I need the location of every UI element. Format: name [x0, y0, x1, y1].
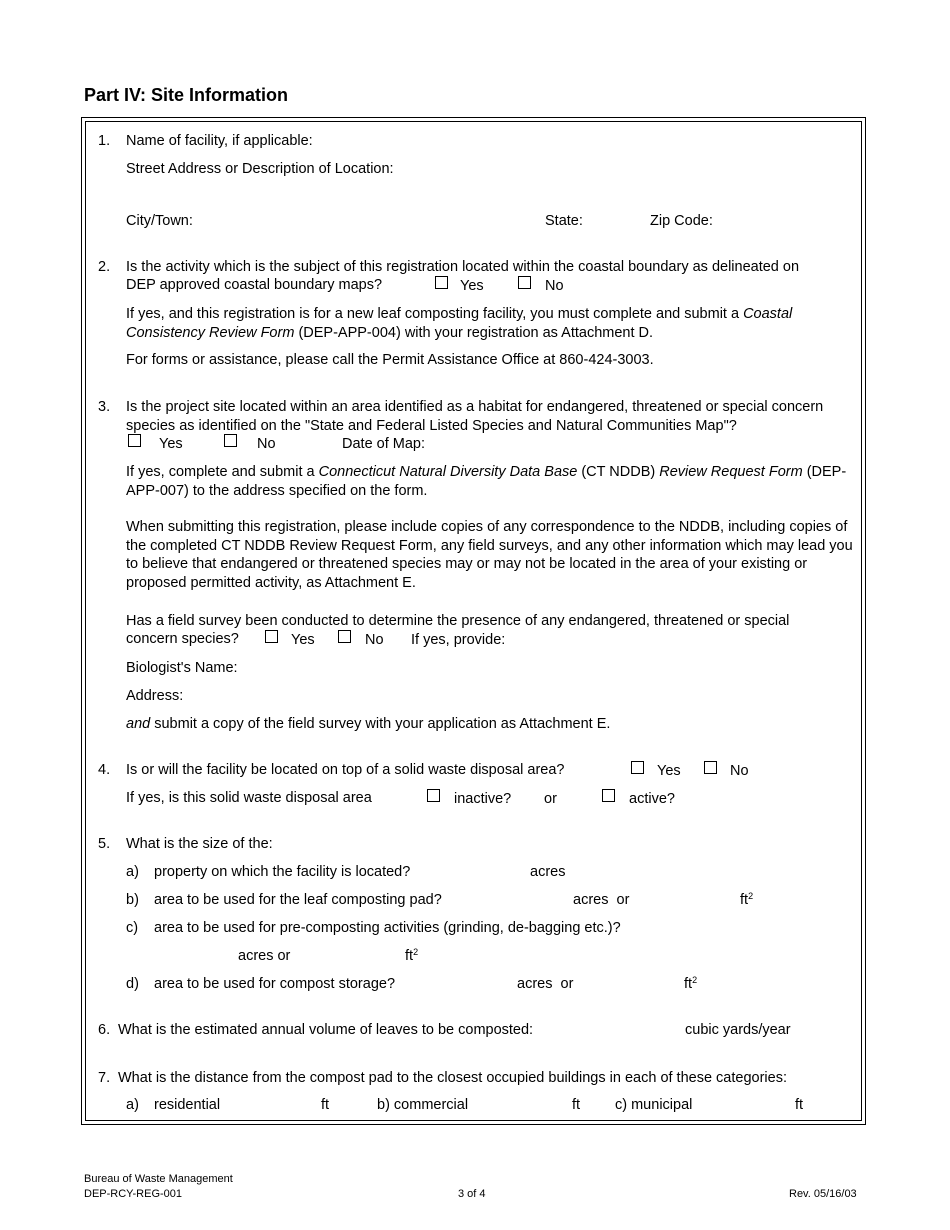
submitting-instructions: When submitting this registration, please include copies of any correspondence to the NDDB, including copies of the completed CT NDDB Review Request Form, any field surveys, and any other information which may lead you to believe that endangered or threatened species may or may not be located in the area of your existing or proposed permitted activity, as Attachment E. — [126, 519, 853, 591]
q4-yes-label: Yes — [657, 763, 681, 779]
q3-no-checkbox[interactable] — [224, 434, 237, 447]
q4-no-label: No — [730, 763, 749, 779]
q5d-text: area to be used for compost storage? — [154, 976, 396, 992]
page-title: Part IV: Site Information — [84, 85, 289, 105]
inactive-checkbox[interactable] — [427, 789, 440, 802]
street-address-label: Street Address or Description of Location: — [126, 161, 394, 177]
survey-question-line2: concern species? — [126, 631, 239, 647]
q5a-letter: a) — [126, 864, 139, 880]
q1-number: 1. — [98, 133, 111, 149]
q7-number: 7. — [98, 1070, 111, 1086]
footer-form-id: DEP-RCY-REG-001 — [84, 1188, 183, 1200]
q2-question-line1: Is the activity which is the subject of this registration located within the coastal boundary as delineated on — [126, 259, 800, 275]
zip-code-label: Zip Code: — [650, 213, 713, 229]
residential-ft-label: ft — [321, 1097, 330, 1113]
q4-no-checkbox[interactable] — [704, 761, 717, 774]
q5c-ft-label: $ft^2$ — [405, 947, 419, 964]
survey-no-label: No — [365, 632, 384, 648]
nddb-review-text: If yes, complete and submit a Connecticut Natural Diversity Data Base (CT NDDB) Review Request Form (DEP-APP-007) to the address specified on the form. — [126, 464, 847, 499]
q3-question: Is the project site located within an area identified as a habitat for endangered, threatened or special concern species as identified on the "State and Federal Listed Species and Natural Communities Map"? — [126, 399, 824, 434]
disposal-area-question: If yes, is this solid waste disposal area — [126, 790, 372, 806]
survey-question-line1: Has a field survey been conducted to determine the presence of any endangered, threatened or special — [126, 613, 790, 629]
q5-number: 5. — [98, 836, 111, 852]
q5a-acres-label: acres — [530, 864, 566, 880]
footer-page-number: 3 of 4 — [458, 1188, 486, 1200]
q6-unit-label: cubic yards/year — [685, 1022, 791, 1038]
commercial-ft-label: ft — [572, 1097, 581, 1113]
q5b-ft-label: $ft^2$ — [740, 891, 754, 908]
state-label: State: — [545, 213, 583, 229]
q5-question: What is the size of the: — [126, 836, 273, 852]
q5a-text: property on which the facility is located? — [154, 864, 411, 880]
footer-revision: Rev. 05/16/03 — [789, 1188, 857, 1200]
q2-no-checkbox[interactable] — [518, 276, 531, 289]
survey-yes-label: Yes — [291, 632, 315, 648]
q5b-text: area to be used for the leaf composting pad? — [154, 892, 442, 908]
q4-number: 4. — [98, 762, 111, 778]
q4-question: Is or will the facility be located on top of a solid waste disposal area? — [126, 762, 565, 778]
q5c-text: area to be used for pre-composting activities (grinding, de-bagging etc.)? — [154, 920, 621, 936]
q5c-acres-label: acres or — [238, 948, 291, 964]
inactive-label: inactive? — [454, 791, 512, 807]
q3-no-label: No — [257, 436, 276, 452]
survey-no-checkbox[interactable] — [338, 630, 351, 643]
municipal-ft-label: ft — [795, 1097, 804, 1113]
q5b-acres-label: acres or — [573, 892, 630, 908]
municipal-label: c) municipal — [615, 1097, 693, 1113]
q5c-letter: c) — [126, 920, 139, 936]
commercial-label: b) commercial — [377, 1097, 469, 1113]
submit-survey-copy-text: and submit a copy of the field survey with your application as Attachment E. — [126, 716, 611, 732]
assistance-text: For forms or assistance, please call the Permit Assistance Office at 860-424-3003. — [126, 352, 654, 368]
active-checkbox[interactable] — [602, 789, 615, 802]
q2-yes-checkbox[interactable] — [435, 276, 448, 289]
q4-yes-checkbox[interactable] — [631, 761, 644, 774]
or-label: or — [544, 791, 557, 807]
q2-number: 2. — [98, 259, 111, 275]
date-of-map-label: Date of Map: — [342, 436, 426, 452]
q5d-ft-label: $ft^2$ — [684, 975, 698, 992]
active-label: active? — [629, 791, 675, 807]
q7a-letter: a) — [126, 1097, 139, 1113]
q6-question: What is the estimated annual volume of leaves to be composted: — [118, 1022, 534, 1038]
residential-label: residential — [154, 1097, 221, 1113]
footer-bureau: Bureau of Waste Management — [84, 1173, 233, 1185]
if-yes-provide-label: If yes, provide: — [411, 632, 506, 648]
q2-no-label: No — [545, 278, 564, 294]
facility-name-label: Name of facility, if applicable: — [126, 133, 313, 149]
city-label: City/Town: — [126, 213, 193, 229]
biologist-name-label: Biologist's Name: — [126, 660, 238, 676]
q7-question: What is the distance from the compost pad to the closest occupied buildings in each of these categories: — [118, 1070, 787, 1086]
q5d-acres-label: acres or — [517, 976, 574, 992]
q2-yes-label: Yes — [460, 278, 484, 294]
q2-question-line2: DEP approved coastal boundary maps? — [126, 277, 383, 293]
q3-yes-label: Yes — [159, 436, 183, 452]
q5b-letter: b) — [126, 892, 139, 908]
q6-number: 6. — [98, 1022, 111, 1038]
biologist-address-label: Address: — [126, 688, 184, 704]
q3-yes-checkbox[interactable] — [128, 434, 141, 447]
q5d-letter: d) — [126, 976, 139, 992]
q3-number: 3. — [98, 399, 111, 415]
coastal-review-text: If yes, and this registration is for a new leaf composting facility, you must complete and submit a Coastal Consistency Review Form (DEP-APP-004) with your registration as Attachment D. — [126, 306, 793, 341]
survey-yes-checkbox[interactable] — [265, 630, 278, 643]
